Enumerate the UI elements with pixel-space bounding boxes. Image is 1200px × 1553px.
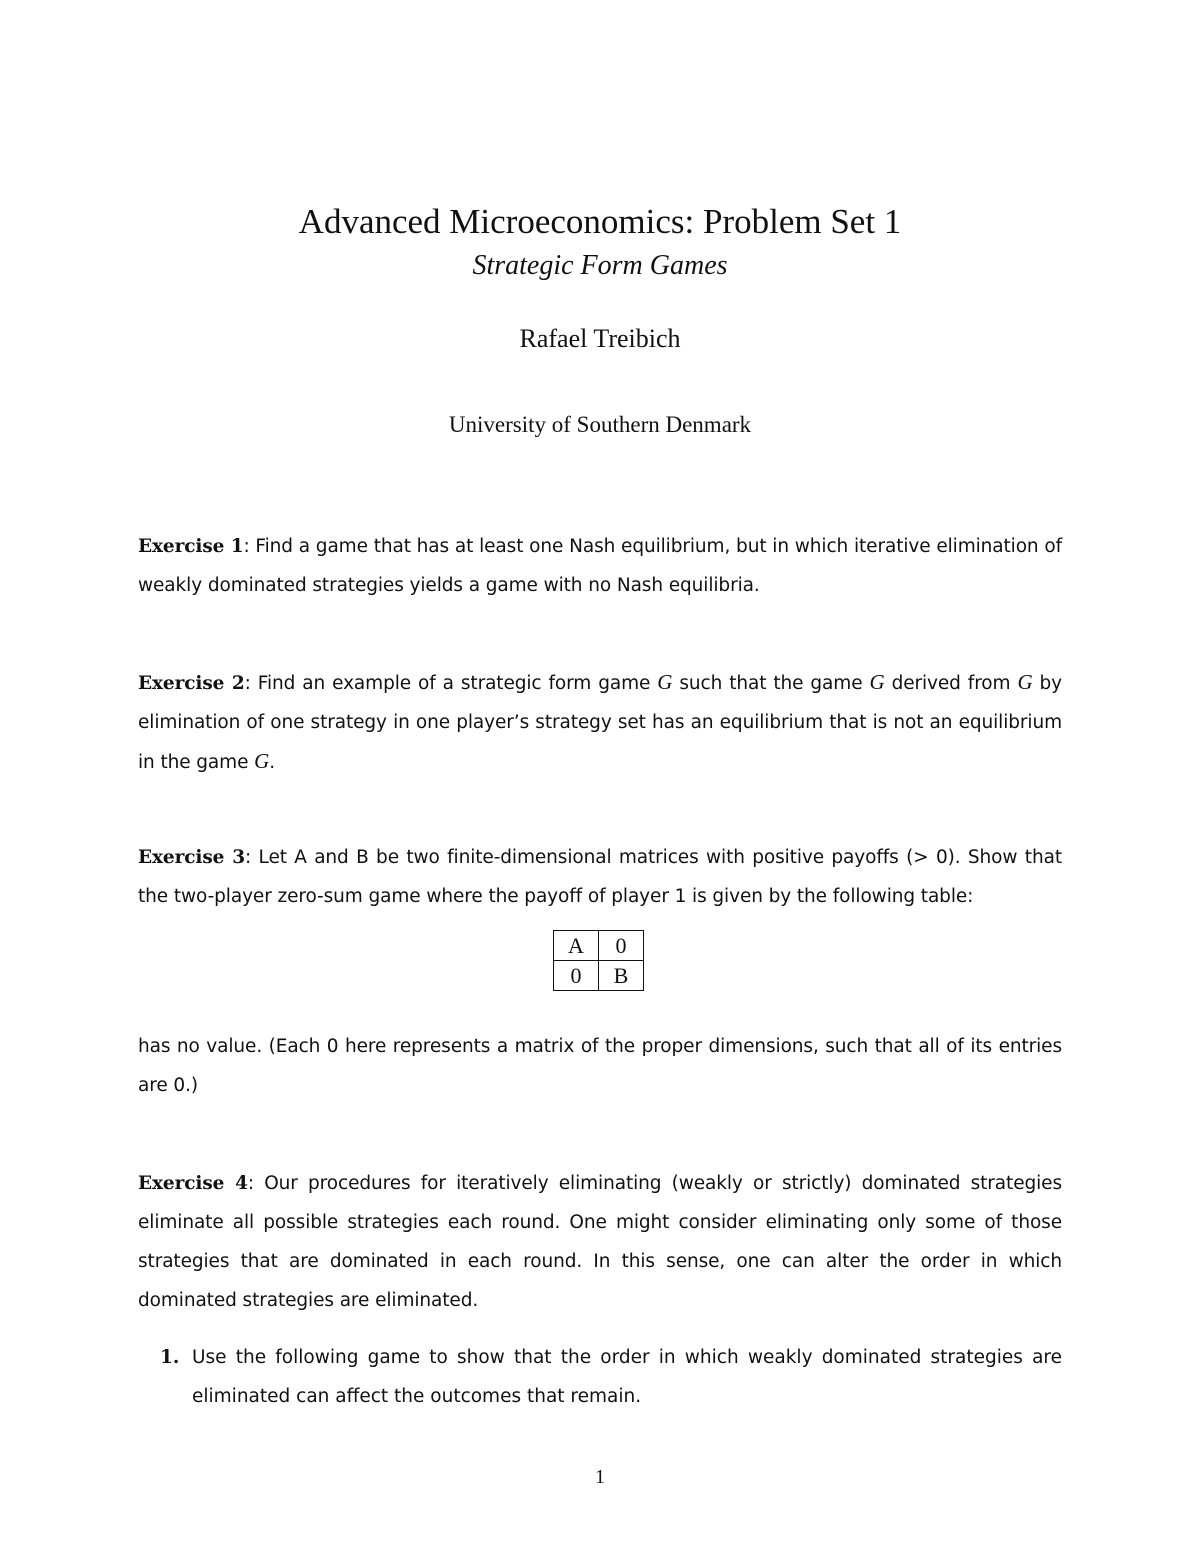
exercise-3-label: Exercise 3 <box>138 847 246 868</box>
author-name: Rafael Treibich <box>519 324 681 353</box>
table-cell: B <box>599 961 644 991</box>
table-row <box>554 961 644 991</box>
exercise-2-label: Exercise 2 <box>138 673 245 694</box>
math-symbol-g: G <box>657 670 673 694</box>
math-symbol-g: G <box>1017 670 1033 694</box>
table-cell: 0 <box>554 961 599 991</box>
list-item <box>160 1338 1062 1416</box>
exercise-3-continuation: has no value. (Each 0 here represents a matrix of the proper dimensions, such that all of its entries are 0.) <box>138 1036 1062 1096</box>
exercise-4-text: : Our procedures for iteratively eliminating (weakly or strictly) dominated strategies eliminate all possible strategies each round. One might consider eliminating only some of those strategies that are dominated in each round. In this sense, one can alter the order in which dominated strategies are eliminated. <box>138 1173 1062 1311</box>
exercise-2-text-part: : Find an example of a strategic form game <box>244 673 658 694</box>
exercise-2-text-part: by elimination of one strategy in one player’s strategy set has an equilibrium that is not an equilibrium in the game <box>138 673 1063 773</box>
exercise-2-text-part: such that the game <box>672 673 870 694</box>
table-cell: A <box>554 931 599 961</box>
list-item-text: Use the following game to show that the order in which weakly dominated strategies are eliminated can affect the outcomes that remain. <box>192 1347 1062 1407</box>
exercise-1-text: : Find a game that has at least one Nash equilibrium, but in which iterative elimination of weakly dominated strategies yields a game with no Nash equilibria. <box>138 536 1062 596</box>
exercise-3 <box>138 838 1062 916</box>
exercise-1-label: Exercise 1 <box>138 536 244 557</box>
table-row <box>554 931 644 961</box>
exercise-2-text-part: . <box>269 752 276 773</box>
exercise-2-text-part: derived from <box>884 673 1018 694</box>
page-number: 1 <box>595 1466 605 1488</box>
exercise-1 <box>138 527 1062 605</box>
math-symbol-g: G <box>869 670 885 694</box>
exercise-3-text: : Let A and B be two finite-dimensional matrices with positive payoffs (> 0). Show that the two-player zero-sum game where the payoff of player 1 is given by the following table: <box>138 847 1062 907</box>
payoff-table <box>553 930 644 991</box>
math-symbol-g: G <box>254 749 270 773</box>
document-title: Advanced Microeconomics: Problem Set 1 <box>298 202 902 241</box>
list-item-number: 1. <box>160 1347 180 1368</box>
author-affiliation: University of Southern Denmark <box>448 412 752 437</box>
exercise-2 <box>138 663 1062 782</box>
exercise-4 <box>138 1164 1062 1320</box>
exercise-4-label: Exercise 4 <box>138 1173 248 1194</box>
table-cell: 0 <box>599 931 644 961</box>
document-subtitle: Strategic Form Games <box>472 250 728 281</box>
